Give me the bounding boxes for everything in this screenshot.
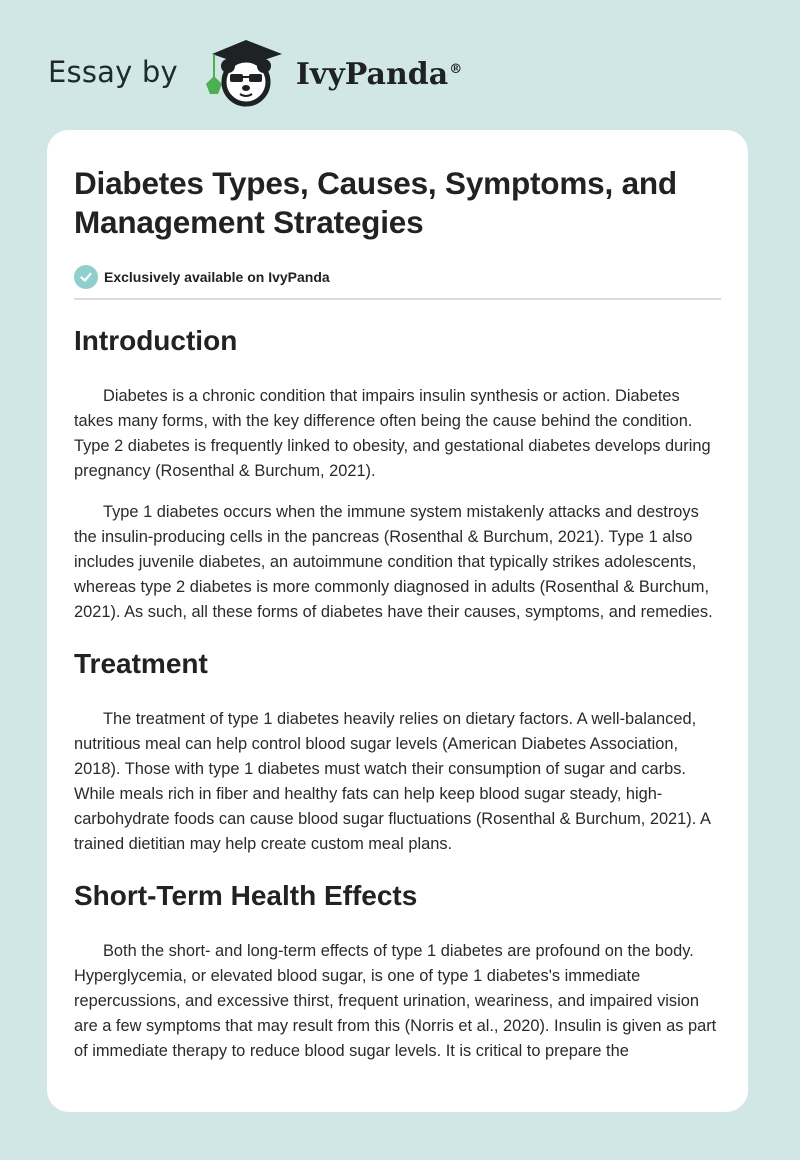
panda-graduate-logo-icon — [200, 36, 286, 108]
site-header-brand[interactable] — [48, 36, 462, 108]
brand-prefix: Essay by — [48, 55, 178, 89]
exclusive-badge — [74, 264, 721, 290]
paragraph: Both the short- and long-term effects of type 1 diabetes are profound on the body. Hyperglycemia, or elevated blood sugar, is one of type 1 diabetes's immediate repercussions, and excessive thirst, frequent urination, weariness, and impaired vision are a few symptoms that may result from this (Norris et al., 2020). Insulin is given as part of immediate therapy to reduce blood sugar levels. It is critical to prepare the — [74, 942, 717, 1060]
title-divider — [74, 298, 721, 300]
section-heading: Treatment — [74, 648, 208, 679]
section-heading: Short-Term Health Effects — [74, 880, 418, 911]
section-treatment — [74, 647, 721, 857]
exclusive-badge-text: Exclusively available on IvyPanda — [104, 269, 330, 285]
paragraph: Diabetes is a chronic condition that impairs insulin synthesis or action. Diabetes takes many forms, with the key difference often being the cause behind the condition. Type 2 diabetes is frequently linked to obesity, and gestational diabetes develops during pregnancy (Rosenthal & Burchum, 2021). — [74, 387, 711, 480]
paragraph: Type 1 diabetes occurs when the immune system mistakenly attacks and destroys the insulin-producing cells in the pancreas (Rosenthal & Burchum, 2021). Type 1 also includes juvenile diabetes, an autoimmune condition that typically strikes adolescents, whereas type 2 diabetes is more commonly diagnosed in adults (Rosenthal & Burchum, 2021). As such, all these forms of diabetes have their causes, symptoms, and remedies. — [74, 503, 713, 621]
registered-mark: ® — [449, 61, 463, 77]
brand-name-text: IvyPanda — [295, 56, 449, 92]
page-title: Diabetes Types, Causes, Symptoms, and Management Strategies — [74, 165, 677, 240]
check-circle-icon — [74, 265, 98, 289]
essay-card — [47, 130, 748, 1112]
section-introduction — [74, 324, 721, 625]
brand-name — [296, 57, 462, 92]
paragraph: The treatment of type 1 diabetes heavily relies on dietary factors. A well-balanced, nutritious meal can help control blood sugar levels (American Diabetes Association, 2018). Those with type 1 diabetes must watch their consumption of sugar and carbs. While meals rich in fiber and healthy fats can help keep blood sugar steady, high-carbohydrate foods can cause blood sugar fluctuations (Rosenthal & Burchum, 2021). A trained dietitian may help create custom meal plans. — [74, 710, 710, 853]
section-heading: Introduction — [74, 325, 238, 356]
section-short-term-health-effects — [74, 879, 721, 1064]
